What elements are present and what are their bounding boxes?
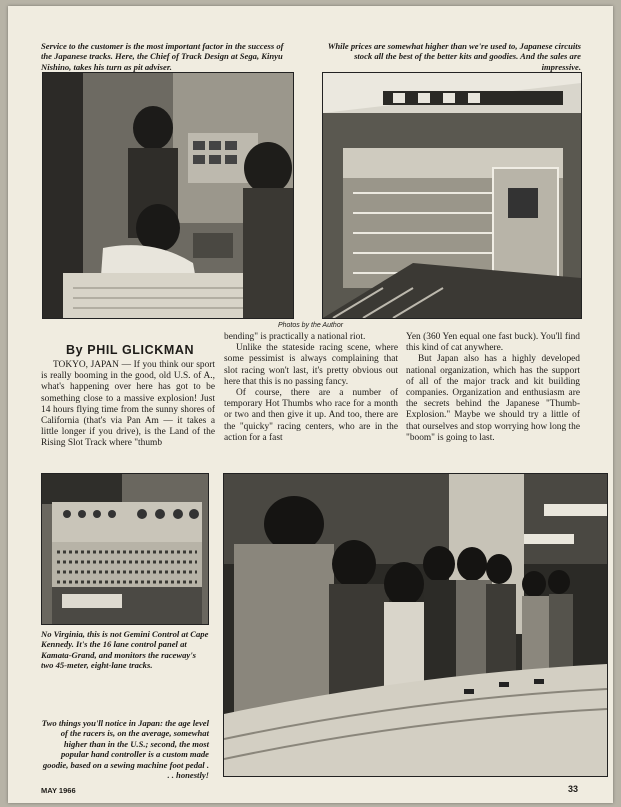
- shop-display-photo: [322, 72, 582, 319]
- issue-date: MAY 1966: [41, 786, 76, 795]
- paragraph: TOKYO, JAPAN — If you think our sport is really booming in the good, old U.S. of A., what's happening over here has got to be something close to a massive explosion! Just 14 hours flying time from the sunny shores of California (that's via Pan Am — it takes a little longer if you drive), is the Land of the Rising Slot Track where "thumb: [41, 360, 215, 449]
- magazine-page: [8, 6, 613, 803]
- paragraph: bending" is practically a national riot.: [224, 332, 366, 342]
- article-column-3: [406, 332, 580, 444]
- paragraph: Of course, there are a number of temporary Hot Thumbs who race for a month or two and then give it up. And too, there are the "quicky" racing centers, who are in the action for a fast: [224, 388, 398, 443]
- article-column-2: [224, 332, 398, 444]
- control-panel-photo: [41, 473, 209, 625]
- byline: By PHIL GLICKMAN: [66, 343, 195, 357]
- photo-credit: Photos by the Author: [277, 322, 344, 329]
- caption-top-left: Service to the customer is the most important factor in the success of the Japanese tracks. Here, the Chief of Track Design at Sega, Kinyu Nishino, takes his turn as pit adviser.: [41, 41, 284, 72]
- caption-control-panel: No Virginia, this is not Gemini Control at Cape Kennedy. It's the 16 lane control panel at Kamata-Grand, and monitors the raceway's two 45-meter, eight-lane tracks.: [41, 629, 209, 671]
- page-number: 33: [568, 784, 579, 794]
- pit-adviser-photo: [42, 72, 294, 319]
- paragraph: Unlike the stateside racing scene, where some pessimist is always complaining that slot racing won't last, it's pretty obvious out here that this is no passing fancy.: [224, 343, 398, 387]
- article-column-1: [41, 360, 215, 450]
- caption-racers: Two things you'll notice in Japan: the age level of the racers is, on the average, somewhat higher than in the U.S.; second, the most popular hand controller is a custom made goodie, based on a sewing machine foot pedal . . . honestly!: [41, 718, 209, 781]
- racers-photo: [223, 473, 608, 777]
- paragraph: Yen (360 Yen equal one fast buck). You'll find this kind of cat anywhere.: [406, 332, 580, 354]
- caption-top-right: While prices are somewhat higher than we're used to, Japanese circuits stock all the best of the better kits and goodies. And the sales are impressive.: [327, 41, 581, 72]
- paragraph: But Japan also has a highly developed national organization, which has the support of all of the major track and kit building companies. Organization and enthusiasm are the secrets behind the Japanese "Thumb-Explosion." Maybe we should try a little of that ourselves and stop worrying how long the "boom" is going to last.: [406, 354, 580, 443]
